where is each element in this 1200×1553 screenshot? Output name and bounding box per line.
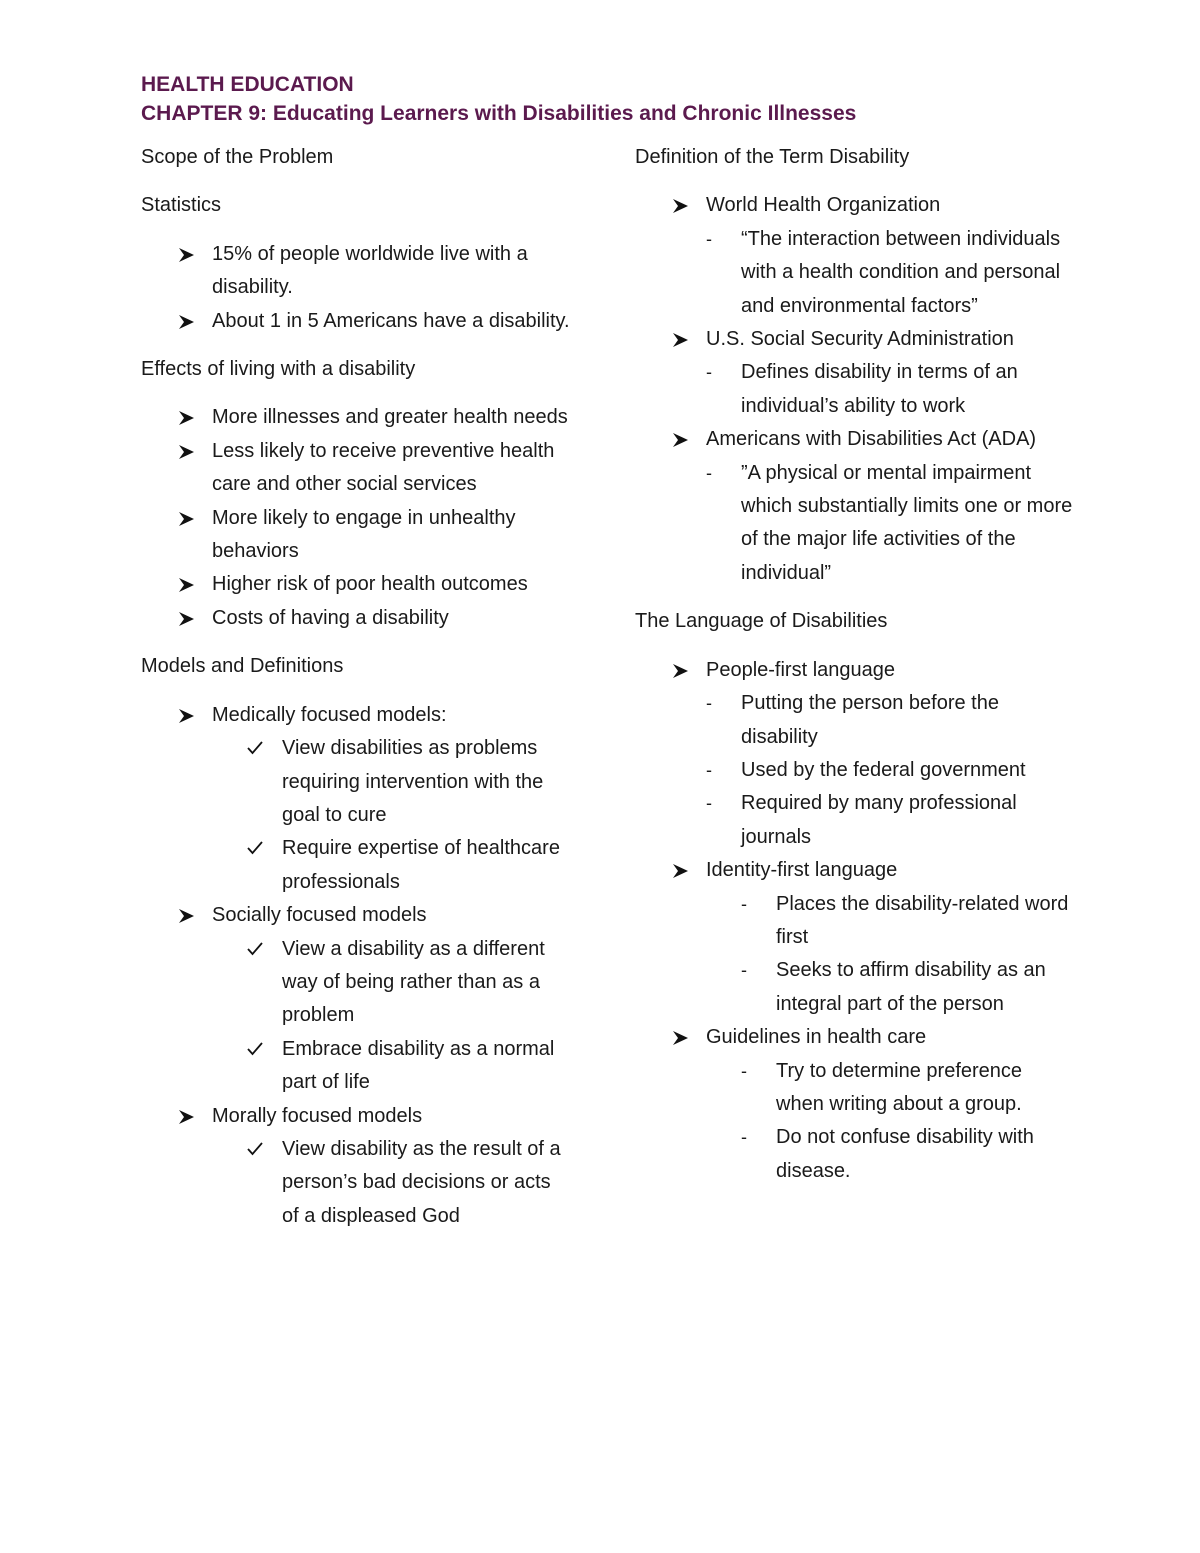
list-item: - Do not confuse disability with disease. bbox=[635, 1121, 1075, 1188]
list-item: View disabilities as problems requiring intervention with the goal to cure bbox=[141, 732, 571, 832]
dash-bullet-icon: - bbox=[706, 462, 712, 483]
list-item: View disability as the result of a person’s bad decisions or acts of a displeased God bbox=[141, 1133, 571, 1233]
arrow-bullet-icon bbox=[178, 305, 196, 330]
models-list bbox=[141, 699, 571, 1234]
dash-bullet-icon: - bbox=[741, 1127, 747, 1148]
list-item: - Seeks to affirm disability as an integral part of the person bbox=[635, 954, 1075, 1021]
list-item: People-first language bbox=[635, 654, 1075, 687]
dash-bullet-icon: - bbox=[706, 228, 712, 249]
list-item: - Required by many professional journals bbox=[635, 787, 1075, 854]
list-item: Less likely to receive preventive health care and other social services bbox=[141, 435, 571, 502]
effects-list bbox=[141, 401, 571, 635]
document-header bbox=[141, 70, 856, 128]
list-item: Higher risk of poor health outcomes bbox=[141, 568, 571, 601]
arrow-bullet-icon bbox=[178, 602, 196, 627]
list-item: Americans with Disabilities Act (ADA) bbox=[635, 423, 1075, 456]
list-item: More illnesses and greater health needs bbox=[141, 401, 571, 434]
dash-bullet-icon: - bbox=[741, 893, 747, 914]
list-item: More likely to engage in unhealthy behaviors bbox=[141, 502, 571, 569]
statistics-heading: Statistics bbox=[141, 194, 222, 217]
arrow-bullet-icon bbox=[672, 1021, 690, 1046]
list-item: - Defines disability in terms of an individual’s ability to work bbox=[635, 356, 1075, 423]
arrow-bullet-icon bbox=[178, 899, 196, 924]
statistics-list bbox=[141, 238, 571, 338]
right-column bbox=[635, 141, 1075, 1203]
list-item: - ”A physical or mental impairment which substantially limits one or more of the major life activities of the individual” bbox=[635, 457, 1075, 591]
language-list bbox=[635, 654, 1075, 1189]
list-item: Medically focused models: bbox=[141, 699, 571, 732]
definitions-list bbox=[635, 189, 1075, 590]
arrow-bullet-icon bbox=[178, 238, 196, 263]
list-item: Costs of having a disability bbox=[141, 602, 571, 635]
models-heading: Models and Definitions bbox=[141, 655, 344, 678]
arrow-bullet-icon bbox=[178, 568, 196, 593]
dash-bullet-icon: - bbox=[706, 793, 712, 814]
arrow-bullet-icon bbox=[178, 401, 196, 426]
definition-heading: Definition of the Term Disability bbox=[635, 146, 910, 168]
arrow-bullet-icon bbox=[672, 654, 690, 679]
dash-bullet-icon: - bbox=[706, 693, 712, 714]
list-item: Socially focused models bbox=[141, 899, 571, 932]
list-item: Require expertise of healthcare professionals bbox=[141, 832, 571, 899]
arrow-bullet-icon bbox=[178, 435, 196, 460]
arrow-bullet-icon bbox=[178, 1100, 196, 1125]
list-item: Identity-first language bbox=[635, 854, 1075, 887]
list-item: Embrace disability as a normal part of life bbox=[141, 1033, 571, 1100]
arrow-bullet-icon bbox=[672, 854, 690, 879]
dash-bullet-icon: - bbox=[741, 960, 747, 981]
arrow-bullet-icon bbox=[672, 423, 690, 448]
checkmark-icon bbox=[247, 832, 263, 855]
list-item: - Places the disability-related word first bbox=[635, 888, 1075, 955]
effects-heading: Effects of living with a disability bbox=[141, 358, 416, 381]
left-column bbox=[141, 141, 571, 1248]
arrow-bullet-icon bbox=[672, 189, 690, 214]
course-title: HEALTH EDUCATION bbox=[141, 73, 354, 96]
checkmark-icon bbox=[247, 933, 263, 956]
list-item: 15% of people worldwide live with a disability. bbox=[141, 238, 571, 305]
list-item: World Health Organization bbox=[635, 189, 1075, 222]
list-item: - Try to determine preference when writing about a group. bbox=[635, 1055, 1075, 1122]
list-item: U.S. Social Security Administration bbox=[635, 323, 1075, 356]
list-item: Guidelines in health care bbox=[635, 1021, 1075, 1054]
list-item: View a disability as a different way of being rather than as a problem bbox=[141, 933, 571, 1033]
scope-heading: Scope of the Problem bbox=[141, 146, 334, 168]
checkmark-icon bbox=[247, 732, 263, 755]
list-item: About 1 in 5 Americans have a disability. bbox=[141, 305, 571, 338]
dash-bullet-icon: - bbox=[741, 1060, 747, 1081]
list-item: Morally focused models bbox=[141, 1100, 571, 1133]
list-item: - Used by the federal government bbox=[635, 754, 1075, 787]
arrow-bullet-icon bbox=[178, 502, 196, 527]
dash-bullet-icon: - bbox=[706, 759, 712, 780]
checkmark-icon bbox=[247, 1033, 263, 1056]
list-item: - “The interaction between individuals with a health condition and personal and environmental factors” bbox=[635, 223, 1075, 323]
list-item: - Putting the person before the disability bbox=[635, 687, 1075, 754]
arrow-bullet-icon bbox=[178, 699, 196, 724]
arrow-bullet-icon bbox=[672, 323, 690, 348]
chapter-title: CHAPTER 9: Educating Learners with Disabilities and Chronic Illnesses bbox=[141, 102, 857, 125]
language-heading: The Language of Disabilities bbox=[635, 610, 888, 633]
dash-bullet-icon: - bbox=[706, 362, 712, 383]
checkmark-icon bbox=[247, 1133, 263, 1156]
